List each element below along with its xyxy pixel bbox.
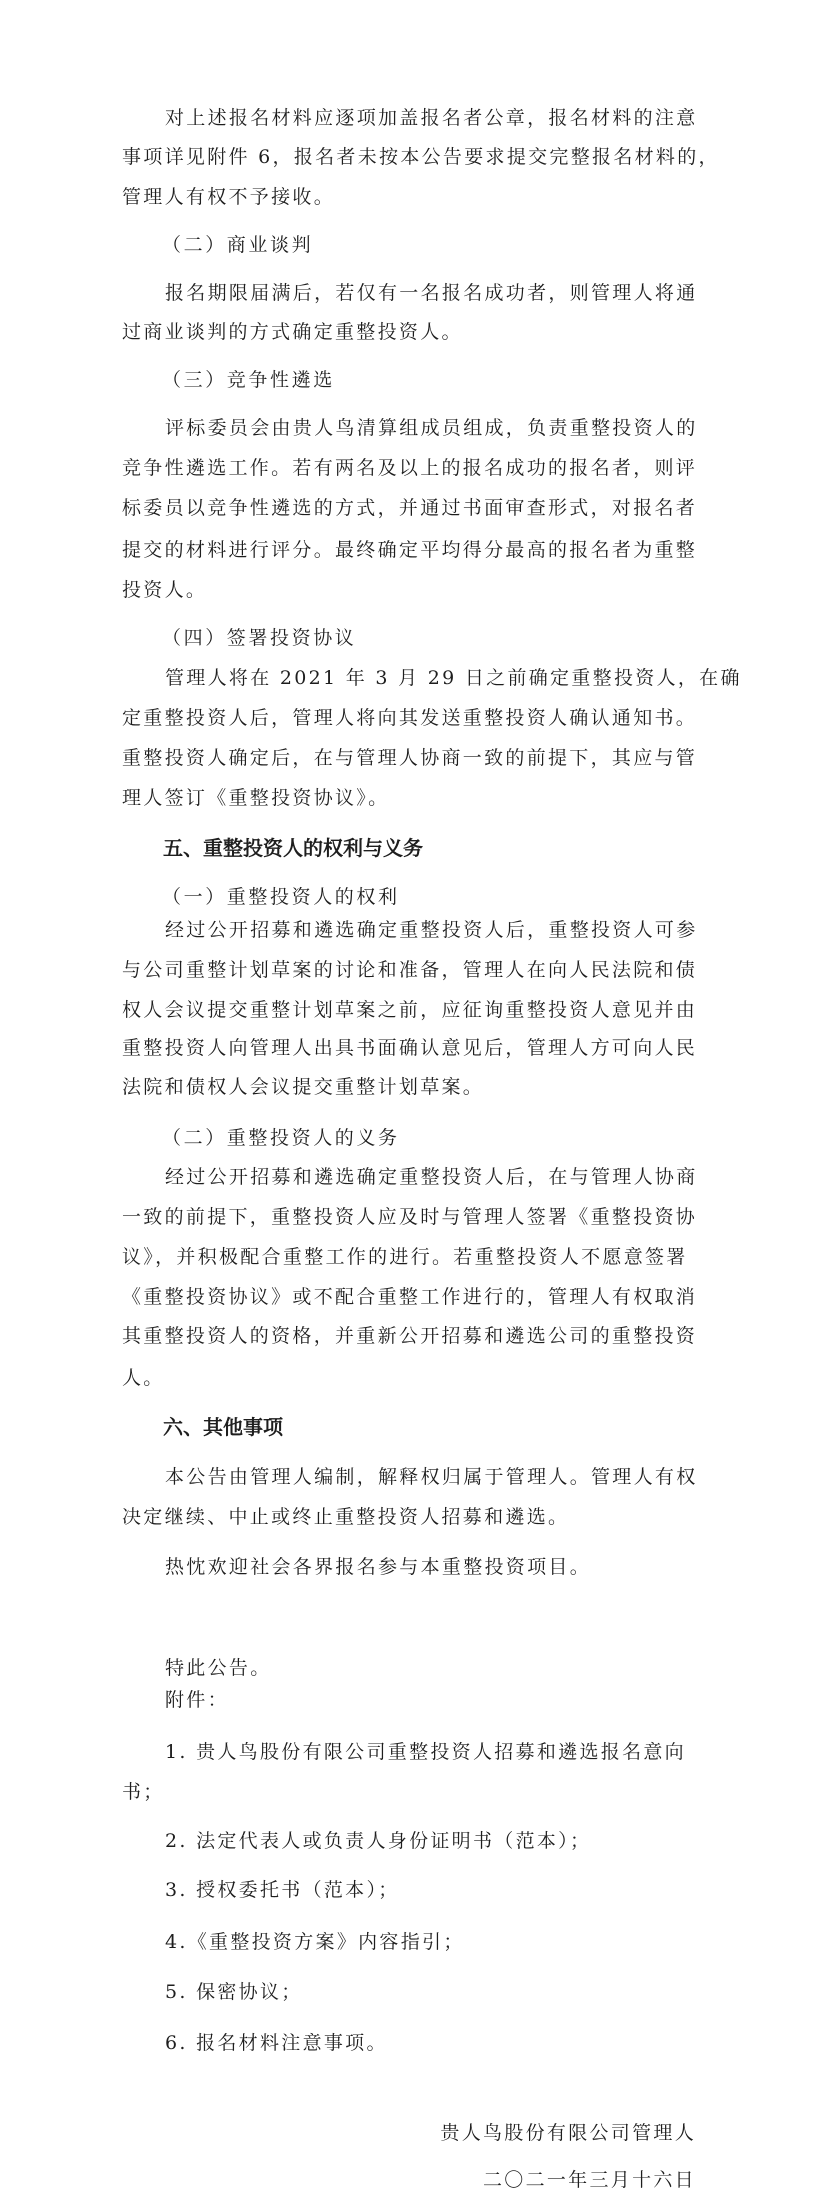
subheading-competitive-selection: （三）竞争性遴选 [162,369,335,391]
subheading-sign-agreement: （四）签署投资协议 [162,627,357,649]
attachment-item-5: 5. 保密协议； [165,1981,303,2003]
attachment-item-3: 3. 授权委托书（范本）； [165,1879,400,1901]
attachment-item-6: 6. 报名材料注意事项。 [165,2032,388,2054]
paragraph-line: 经过公开招募和遴选确定重整投资人后，在与管理人协商 [165,1166,698,1188]
paragraph-line: 重整投资人确定后，在与管理人协商一致的前提下，其应与管 [122,747,698,769]
attachments-label: 附件： [165,1689,229,1711]
paragraph-line: 事项详见附件 6，报名者未按本公告要求提交完整报名材料的， [122,146,720,168]
paragraph-line: 重整投资人向管理人出具书面确认意见后，管理人方可向人民 [122,1037,698,1059]
welcome-line: 热忱欢迎社会各界报名参与本重整投资项目。 [165,1556,592,1578]
attachment-item-4: 4.《重整投资方案》内容指引； [165,1931,465,1953]
paragraph-line: 对上述报名材料应逐项加盖报名者公章，报名材料的注意 [165,107,698,129]
paragraph-line: 本公告由管理人编制，解释权归属于管理人。管理人有权 [165,1466,698,1488]
paragraph-line: 标委员以竞争性遴选的方式，并通过书面审查形式，对报名者 [122,497,698,519]
paragraph-line: 议》，并积极配合重整工作的进行。若重整投资人不愿意签署 [122,1246,688,1268]
paragraph-line: 一致的前提下，重整投资人应及时与管理人签署《重整投资协 [122,1206,698,1228]
paragraph-line: 理人签订《重整投资协议》。 [122,787,390,809]
paragraph-line: 权人会议提交重整计划草案之前，应征询重整投资人意见并由 [122,999,698,1021]
subheading-negotiation: （二）商业谈判 [162,234,314,256]
attachment-item-1-cont: 书； [122,1781,165,1803]
section-heading-5: 五、重整投资人的权利与义务 [163,836,423,860]
paragraph-line: 提交的材料进行评分。最终确定平均得分最高的报名者为重整 [122,539,698,561]
paragraph-line: 报名期限届满后，若仅有一名报名成功者，则管理人将通 [165,282,698,304]
signature-issuer: 贵人鸟股份有限公司管理人 [440,2122,696,2144]
closing-line: 特此公告。 [165,1657,272,1679]
paragraph-line: 管理人将在 2021 年 3 月 29 日之前确定重整投资人，在确 [165,667,742,689]
paragraph-line: 《重整投资协议》或不配合重整工作进行的，管理人有权取消 [122,1286,698,1308]
paragraph-line: 竞争性遴选工作。若有两名及以上的报名成功的报名者，则评 [122,457,698,479]
subheading-investor-obligations: （二）重整投资人的义务 [162,1127,400,1149]
paragraph-line: 与公司重整计划草案的讨论和准备，管理人在向人民法院和债 [122,959,698,981]
attachment-item-1: 1. 贵人鸟股份有限公司重整投资人招募和遴选报名意向 [165,1741,686,1763]
paragraph-line: 决定继续、中止或终止重整投资人招募和遴选。 [122,1506,570,1528]
paragraph-line: 经过公开招募和遴选确定重整投资人后，重整投资人可参 [165,919,698,941]
paragraph-line: 定重整投资人后，管理人将向其发送重整投资人确认通知书。 [122,707,698,729]
attachment-item-2: 2. 法定代表人或负责人身份证明书（范本）； [165,1830,592,1852]
signature-date: 二〇二一年三月十六日 [482,2169,696,2191]
paragraph-line: 管理人有权不予接收。 [122,186,336,208]
subheading-investor-rights: （一）重整投资人的权利 [162,886,400,908]
paragraph-line: 投资人。 [122,579,208,601]
paragraph-line: 法院和债权人会议提交重整计划草案。 [122,1076,485,1098]
paragraph-line: 过商业谈判的方式确定重整投资人。 [122,321,463,343]
paragraph-line: 评标委员会由贵人鸟清算组成员组成，负责重整投资人的 [165,417,698,439]
section-heading-6: 六、其他事项 [163,1415,283,1439]
paragraph-line: 人。 [122,1367,165,1389]
paragraph-line: 其重整投资人的资格，并重新公开招募和遴选公司的重整投资 [122,1325,698,1347]
